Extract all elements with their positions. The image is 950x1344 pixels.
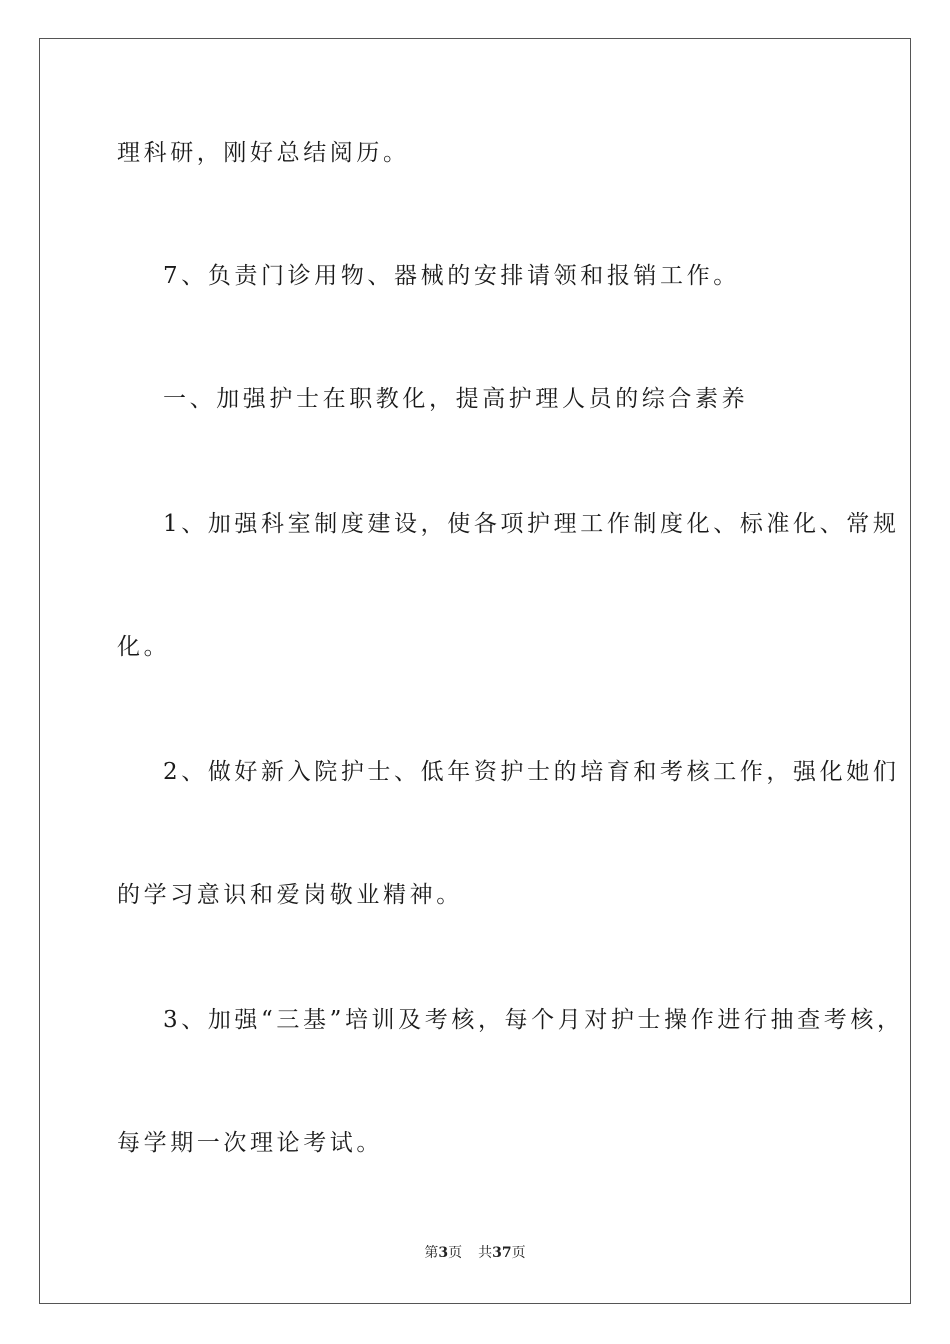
total-suffix: 页 xyxy=(511,1245,526,1261)
paragraph-line-7: 的学习意识和爱岗敬业精神。 xyxy=(117,882,463,908)
paragraph-line-5: 化。 xyxy=(117,634,171,660)
page-number: 3 xyxy=(438,1245,449,1261)
paragraph-line-8: 3、加强“三基”培训及考核，每个月对护士操作进行抽查考核， xyxy=(163,1007,904,1033)
page-prefix: 第 xyxy=(424,1245,439,1261)
paragraph-line-1: 理科研，刚好总结阅历。 xyxy=(117,140,410,166)
page-footer xyxy=(0,1244,950,1262)
paragraph-line-6: 2、做好新入院护士、低年资护士的培育和考核工作，强化她们 xyxy=(163,759,900,785)
page-border xyxy=(39,38,911,1304)
total-prefix: 共 xyxy=(478,1245,493,1261)
page-suffix: 页 xyxy=(448,1245,463,1261)
paragraph-line-2: 7、负责门诊用物、器械的安排请领和报销工作。 xyxy=(163,263,740,289)
total-pages: 37 xyxy=(492,1245,512,1261)
paragraph-line-4: 1、加强科室制度建设，使各项护理工作制度化、标准化、常规 xyxy=(163,511,900,537)
paragraph-line-9: 每学期一次理论考试。 xyxy=(117,1130,383,1156)
section-heading: 一、加强护士在职教化，提高护理人员的综合素养 xyxy=(163,386,749,412)
